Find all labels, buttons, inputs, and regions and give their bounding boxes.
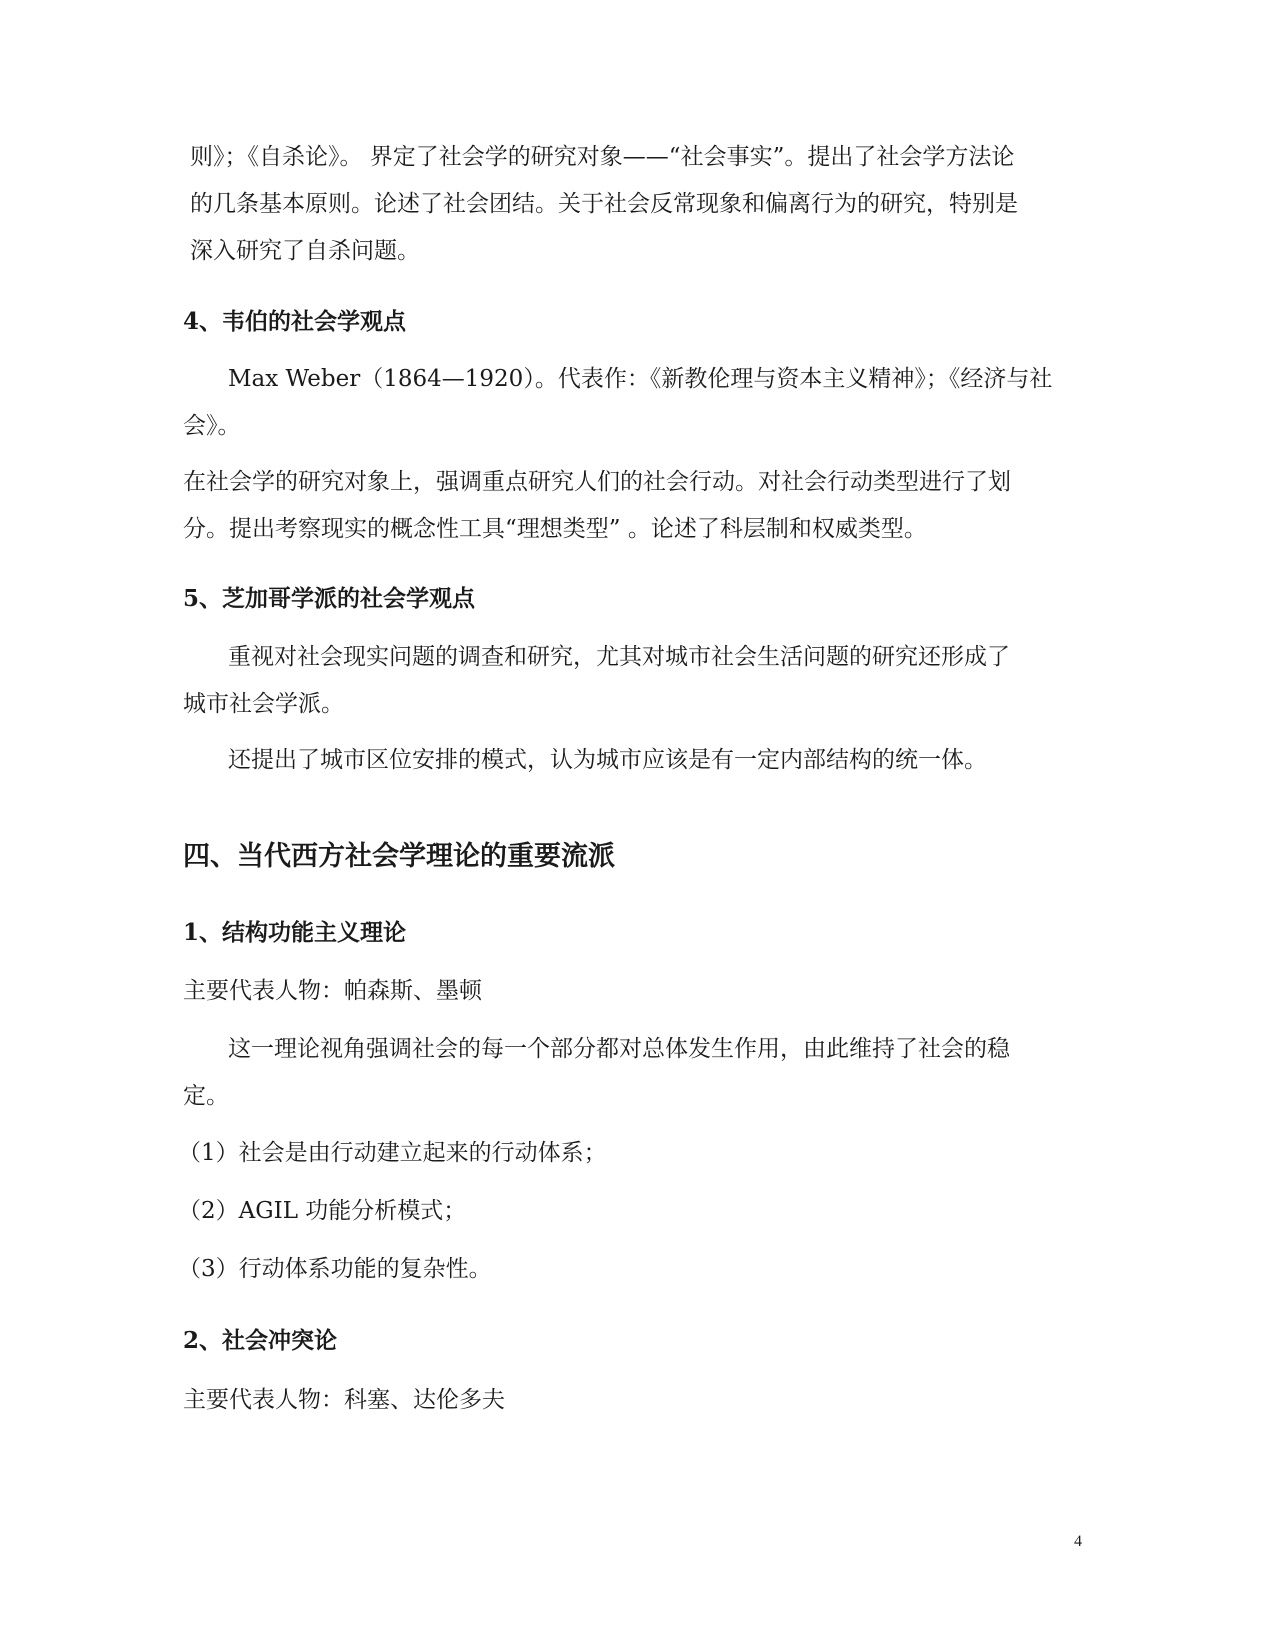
chicago-paragraph-2: 还提出了城市区位安排的模式，认为城市应该是有一定内部结构的统一体。 bbox=[228, 747, 987, 773]
paragraph-line: 则》；《自杀论》。 界定了社会学的研究对象——“社会事实”。提出了社会学方法论 bbox=[190, 144, 1015, 170]
chicago-heading: 5、芝加哥学派的社会学观点 bbox=[183, 585, 476, 612]
structural-representatives: 主要代表人物：帕森斯、墨顿 bbox=[183, 978, 482, 1004]
conflict-heading: 2、社会冲突论 bbox=[183, 1327, 338, 1354]
weber-intro bbox=[183, 356, 1083, 450]
paragraph-line: 重视对社会现实问题的调查和研究，尤其对城市社会生活问题的研究还形成了 bbox=[228, 644, 1010, 670]
section-heading: 四、当代西方社会学理论的重要流派 bbox=[183, 841, 615, 872]
paragraph-line: 的几条基本原则。论述了社会团结。关于社会反常现象和偏离行为的研究，特别是 bbox=[190, 191, 1018, 217]
durkheim-continuation bbox=[190, 134, 1090, 275]
paragraph-line: 会》。 bbox=[183, 413, 241, 439]
paragraph-line: Max Weber（1864—1920）。代表作：《新教伦理与资本主义精神》；《经济与社 bbox=[228, 366, 1053, 392]
weber-heading: 4、韦伯的社会学观点 bbox=[183, 308, 407, 335]
paragraph-line: 在社会学的研究对象上，强调重点研究人们的社会行动。对社会行动类型进行了划 bbox=[183, 469, 1011, 495]
page-number: 4 bbox=[1074, 1533, 1082, 1550]
paragraph-line: 分。提出考察现实的概念性工具“理想类型” 。论述了科层制和权威类型。 bbox=[183, 516, 927, 542]
paragraph-line: 城市社会学派。 bbox=[183, 691, 344, 717]
structural-list-item-3: （3）行动体系功能的复杂性。 bbox=[178, 1256, 492, 1282]
paragraph-line: 这一理论视角强调社会的每一个部分都对总体发生作用，由此维持了社会的稳 bbox=[228, 1036, 1010, 1062]
weber-body bbox=[183, 459, 1083, 553]
paragraph-line: 深入研究了自杀问题。 bbox=[190, 238, 420, 264]
structural-heading: 1、结构功能主义理论 bbox=[183, 919, 407, 946]
structural-list-item-2: （2）AGIL 功能分析模式； bbox=[178, 1198, 467, 1224]
paragraph-line: 定。 bbox=[183, 1083, 229, 1109]
structural-list-item-1: （1）社会是由行动建立起来的行动体系； bbox=[178, 1140, 607, 1166]
structural-description bbox=[183, 1026, 1083, 1120]
chicago-paragraph-1 bbox=[183, 634, 1083, 728]
conflict-representatives: 主要代表人物：科塞、达伦多夫 bbox=[183, 1387, 505, 1413]
